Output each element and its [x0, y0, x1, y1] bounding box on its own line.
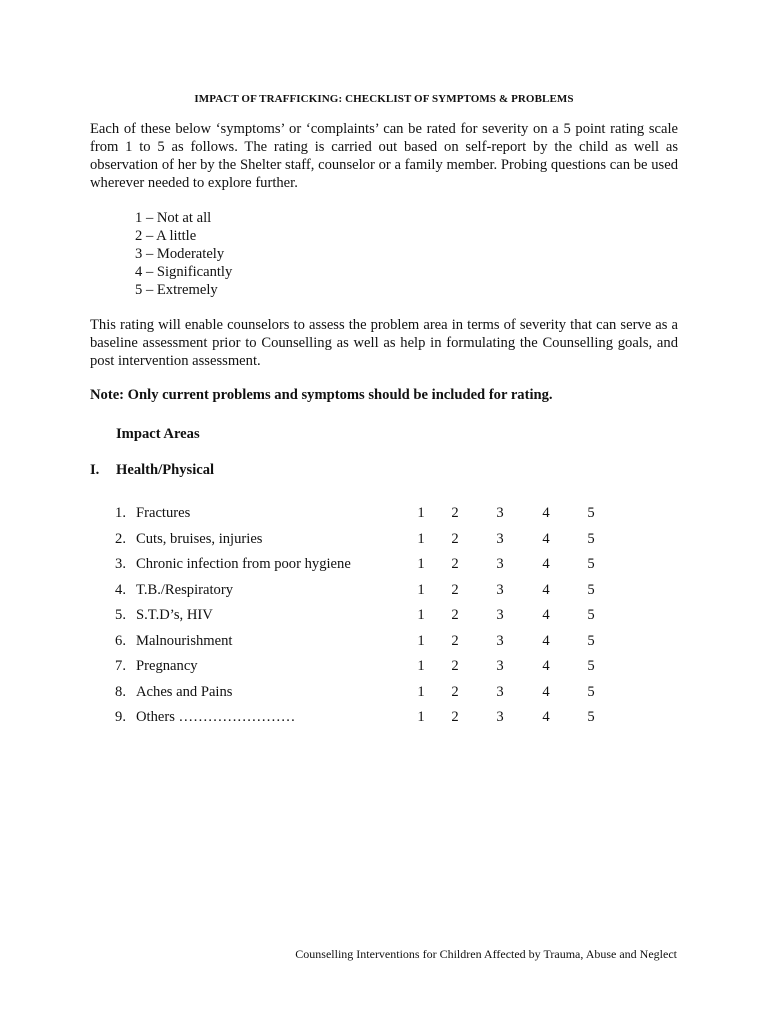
item-label: Fractures	[136, 505, 191, 521]
purpose-paragraph: This rating will enable counselors to assess the problem area in terms of severity that can serve as a baseline assessment prior to Counselling as well as help in formulating the Counselling goals, and post intervention assessment.	[90, 317, 678, 369]
rating-option[interactable]: 4	[542, 683, 550, 700]
item-number: 3.	[115, 556, 126, 572]
item-label: Malnourishment	[136, 632, 233, 649]
rating-option[interactable]: 4	[542, 530, 550, 547]
rating-option[interactable]: 1	[417, 505, 425, 521]
rating-option[interactable]: 3	[496, 658, 504, 674]
rating-option[interactable]: 4	[542, 632, 550, 649]
scale-item: 5 – Extremely	[135, 282, 218, 298]
section-number: I.	[90, 462, 100, 478]
rating-option[interactable]: 5	[587, 658, 595, 674]
rating-option[interactable]: 5	[587, 709, 595, 725]
note-text: Note: Only current problems and symptoms should be included for rating.	[90, 387, 553, 403]
item-number: 4.	[115, 581, 126, 598]
checklist-row	[0, 582, 768, 608]
rating-option[interactable]: 4	[542, 581, 550, 598]
item-label: Chronic infection from poor hygiene	[136, 556, 351, 572]
item-number: 7.	[115, 658, 126, 674]
rating-option[interactable]: 5	[587, 505, 595, 521]
rating-option[interactable]: 5	[587, 683, 595, 700]
rating-option[interactable]: 3	[496, 683, 504, 700]
scale-item: 4 – Significantly	[135, 264, 233, 280]
rating-option[interactable]: 1	[417, 607, 425, 623]
rating-option[interactable]: 3	[496, 709, 504, 725]
item-number: 8.	[115, 683, 126, 700]
rating-option[interactable]: 2	[451, 581, 459, 598]
rating-option[interactable]: 1	[417, 581, 425, 598]
rating-option[interactable]: 3	[496, 556, 504, 572]
rating-option[interactable]: 5	[587, 632, 595, 649]
rating-option[interactable]: 5	[587, 556, 595, 572]
rating-option[interactable]: 3	[496, 581, 504, 598]
rating-option[interactable]: 4	[542, 607, 550, 623]
rating-option[interactable]: 2	[451, 658, 459, 674]
item-number: 5.	[115, 607, 126, 623]
item-label: Others ……………………	[136, 709, 296, 725]
scale-item: 1 – Not at all	[135, 210, 212, 226]
item-label: T.B./Respiratory	[136, 581, 234, 598]
rating-option[interactable]: 3	[496, 632, 504, 649]
section-heading	[90, 462, 214, 479]
checklist-row	[0, 556, 768, 582]
page-footer: Counselling Interventions for Children Affected by Trauma, Abuse and Neglect	[295, 947, 677, 961]
checklist-row	[0, 709, 768, 735]
rating-option[interactable]: 3	[496, 607, 504, 623]
rating-option[interactable]: 1	[417, 632, 425, 649]
rating-option[interactable]: 4	[542, 556, 550, 572]
checklist-row	[0, 684, 768, 710]
checklist-row	[0, 633, 768, 659]
rating-option[interactable]: 2	[451, 607, 459, 623]
rating-option[interactable]: 2	[451, 556, 459, 572]
rating-option[interactable]: 1	[417, 683, 425, 700]
rating-option[interactable]: 3	[496, 505, 504, 521]
document-title: IMPACT OF TRAFFICKING: CHECKLIST OF SYMPTOMS & PROBLEMS	[194, 93, 574, 105]
impact-areas-heading: Impact Areas	[116, 426, 200, 442]
item-label: Cuts, bruises, injuries	[136, 530, 263, 547]
rating-option[interactable]: 2	[451, 632, 459, 649]
rating-option[interactable]: 1	[417, 709, 425, 725]
scale-item: 2 – A little	[135, 228, 197, 244]
item-number: 2.	[115, 530, 126, 547]
rating-option[interactable]: 1	[417, 530, 425, 547]
checklist-row	[0, 505, 768, 531]
rating-scale-list	[135, 209, 232, 299]
rating-option[interactable]: 2	[451, 530, 459, 547]
rating-option[interactable]: 1	[417, 658, 425, 674]
rating-option[interactable]: 4	[542, 709, 550, 725]
rating-option[interactable]: 3	[496, 530, 504, 547]
rating-option[interactable]: 4	[542, 505, 550, 521]
scale-item: 3 – Moderately	[135, 246, 225, 262]
checklist-row	[0, 607, 768, 633]
rating-option[interactable]: 4	[542, 658, 550, 674]
intro-paragraph: Each of these below ‘symptoms’ or ‘complaints’ can be rated for severity on a 5 point rating scale from 1 to 5 as follows. The rating is carried out based on self-report by the child as well as observation of her by the Shelter staff, counselor or a family member. Probing questions can be used wherever needed to explore further.	[90, 121, 678, 191]
rating-option[interactable]: 5	[587, 530, 595, 547]
rating-option[interactable]: 5	[587, 581, 595, 598]
checklist-row	[0, 531, 768, 557]
item-number: 1.	[115, 505, 126, 521]
rating-option[interactable]: 2	[451, 505, 459, 521]
section-title: Health/Physical	[116, 462, 215, 478]
item-number: 6.	[115, 632, 126, 649]
rating-option[interactable]: 2	[451, 709, 459, 725]
rating-option[interactable]: 2	[451, 683, 459, 700]
item-number: 9.	[115, 709, 126, 725]
rating-option[interactable]: 5	[587, 607, 595, 623]
rating-option[interactable]: 1	[417, 556, 425, 572]
item-label: S.T.D’s, HIV	[136, 607, 213, 623]
checklist-items	[0, 505, 768, 735]
checklist-row	[0, 658, 768, 684]
item-label: Aches and Pains	[136, 683, 233, 700]
item-label: Pregnancy	[136, 658, 198, 674]
